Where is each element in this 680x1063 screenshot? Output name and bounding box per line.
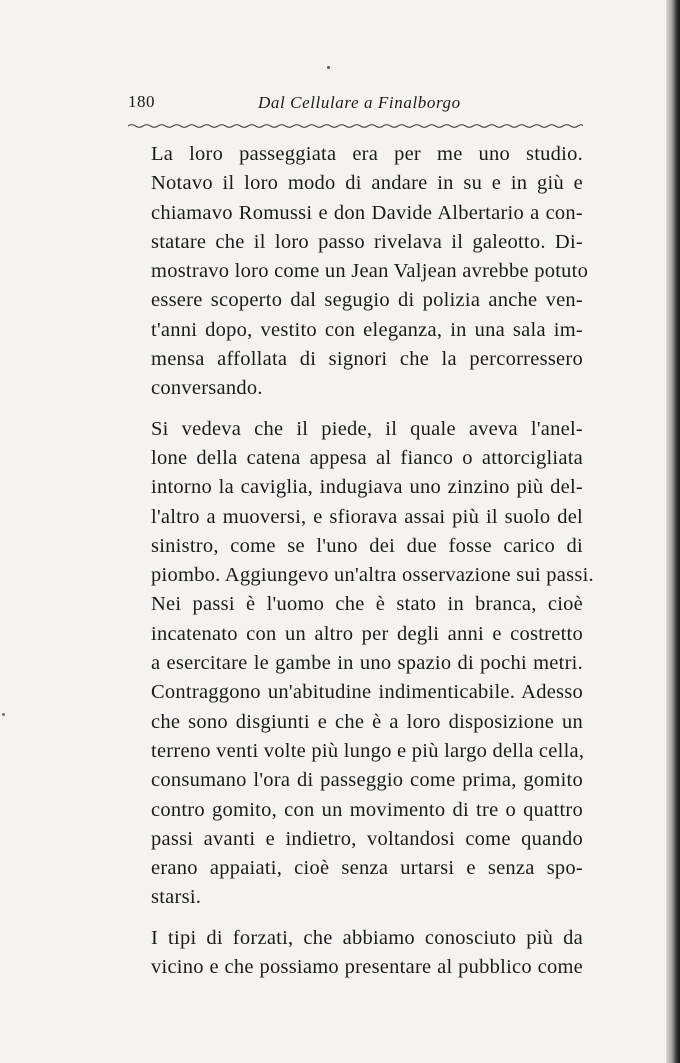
text-line: statare che il loro passo rivelava il galeotto. Di- — [151, 230, 583, 253]
text-line: essere scoperto dal segugio di polizia anche ven- — [151, 289, 583, 312]
print-dot — [327, 66, 330, 69]
paragraph-2 — [128, 415, 594, 913]
running-title: Dal Cellulare a Finalborgo — [258, 93, 461, 112]
text-line: vicino e che possiamo presentare al pubblico come — [151, 956, 583, 979]
wavy-rule-ornament — [128, 120, 583, 132]
text-line: che sono disgiunti e che è a loro disposizione un — [151, 710, 583, 733]
text-line: conversando. — [151, 377, 263, 400]
text-line: a esercitare le gambe in uno spazio di pochi metri. — [151, 652, 583, 675]
text-line: contro gomito, con un movimento di tre o quattro — [151, 798, 583, 821]
text-line: Contraggono un'abitudine indimenticabile. Adesso — [151, 681, 583, 704]
text-line: consumano l'ora di passeggio come prima, gomito — [151, 769, 583, 792]
text-line: chiamavo Romussi e don Davide Albertario a con- — [151, 201, 583, 224]
text-line: terreno venti volte più lungo e più largo della cella, — [151, 739, 585, 762]
text-line: mostravo loro come un Jean Valjean avrebbe potuto — [151, 260, 589, 283]
text-line: intorno la caviglia, indugiava uno zinzino più del- — [151, 476, 583, 499]
page-header — [128, 92, 583, 120]
page-number: 180 — [128, 92, 155, 111]
text-line: mensa affollata di signori che la percorressero — [151, 348, 583, 371]
paragraph-3 — [128, 924, 583, 983]
binding-edge — [666, 0, 680, 1063]
body-text — [128, 140, 594, 993]
text-line: erano appaiati, cioè senza urtarsi e senza spo- — [151, 857, 583, 880]
text-line: incatenato con un altro per degli anni e costretto — [151, 622, 583, 645]
text-line: Notavo il loro modo di andare in su e in giù e — [151, 172, 583, 195]
text-line: Nei passi è l'uomo che è stato in branca, cioè — [151, 593, 583, 616]
text-line: La loro passeggiata era per me uno studio. — [151, 143, 583, 165]
text-line: l'altro a muoversi, e sfiorava assai più il suolo del — [151, 505, 583, 528]
text-line: starsi. — [151, 886, 202, 909]
paragraph-1 — [128, 140, 589, 404]
text-line: Si vedeva che il piede, il quale aveva l'anel- — [151, 417, 583, 440]
text-line: sinistro, come se l'uno dei due fosse carico di — [151, 534, 583, 557]
text-line: t'anni dopo, vestito con eleganza, in una sala im- — [151, 318, 583, 341]
paper-speck — [2, 713, 5, 716]
text-line: I tipi di forzati, che abbiamo conosciuto più da — [151, 926, 583, 949]
text-line: passi avanti e indietro, voltandosi come quando — [151, 827, 583, 850]
text-line: lone della catena appesa al fianco o attorcigliata — [151, 446, 583, 469]
text-line: piombo. Aggiungevo un'altra osservazione sui passi. — [151, 564, 594, 587]
